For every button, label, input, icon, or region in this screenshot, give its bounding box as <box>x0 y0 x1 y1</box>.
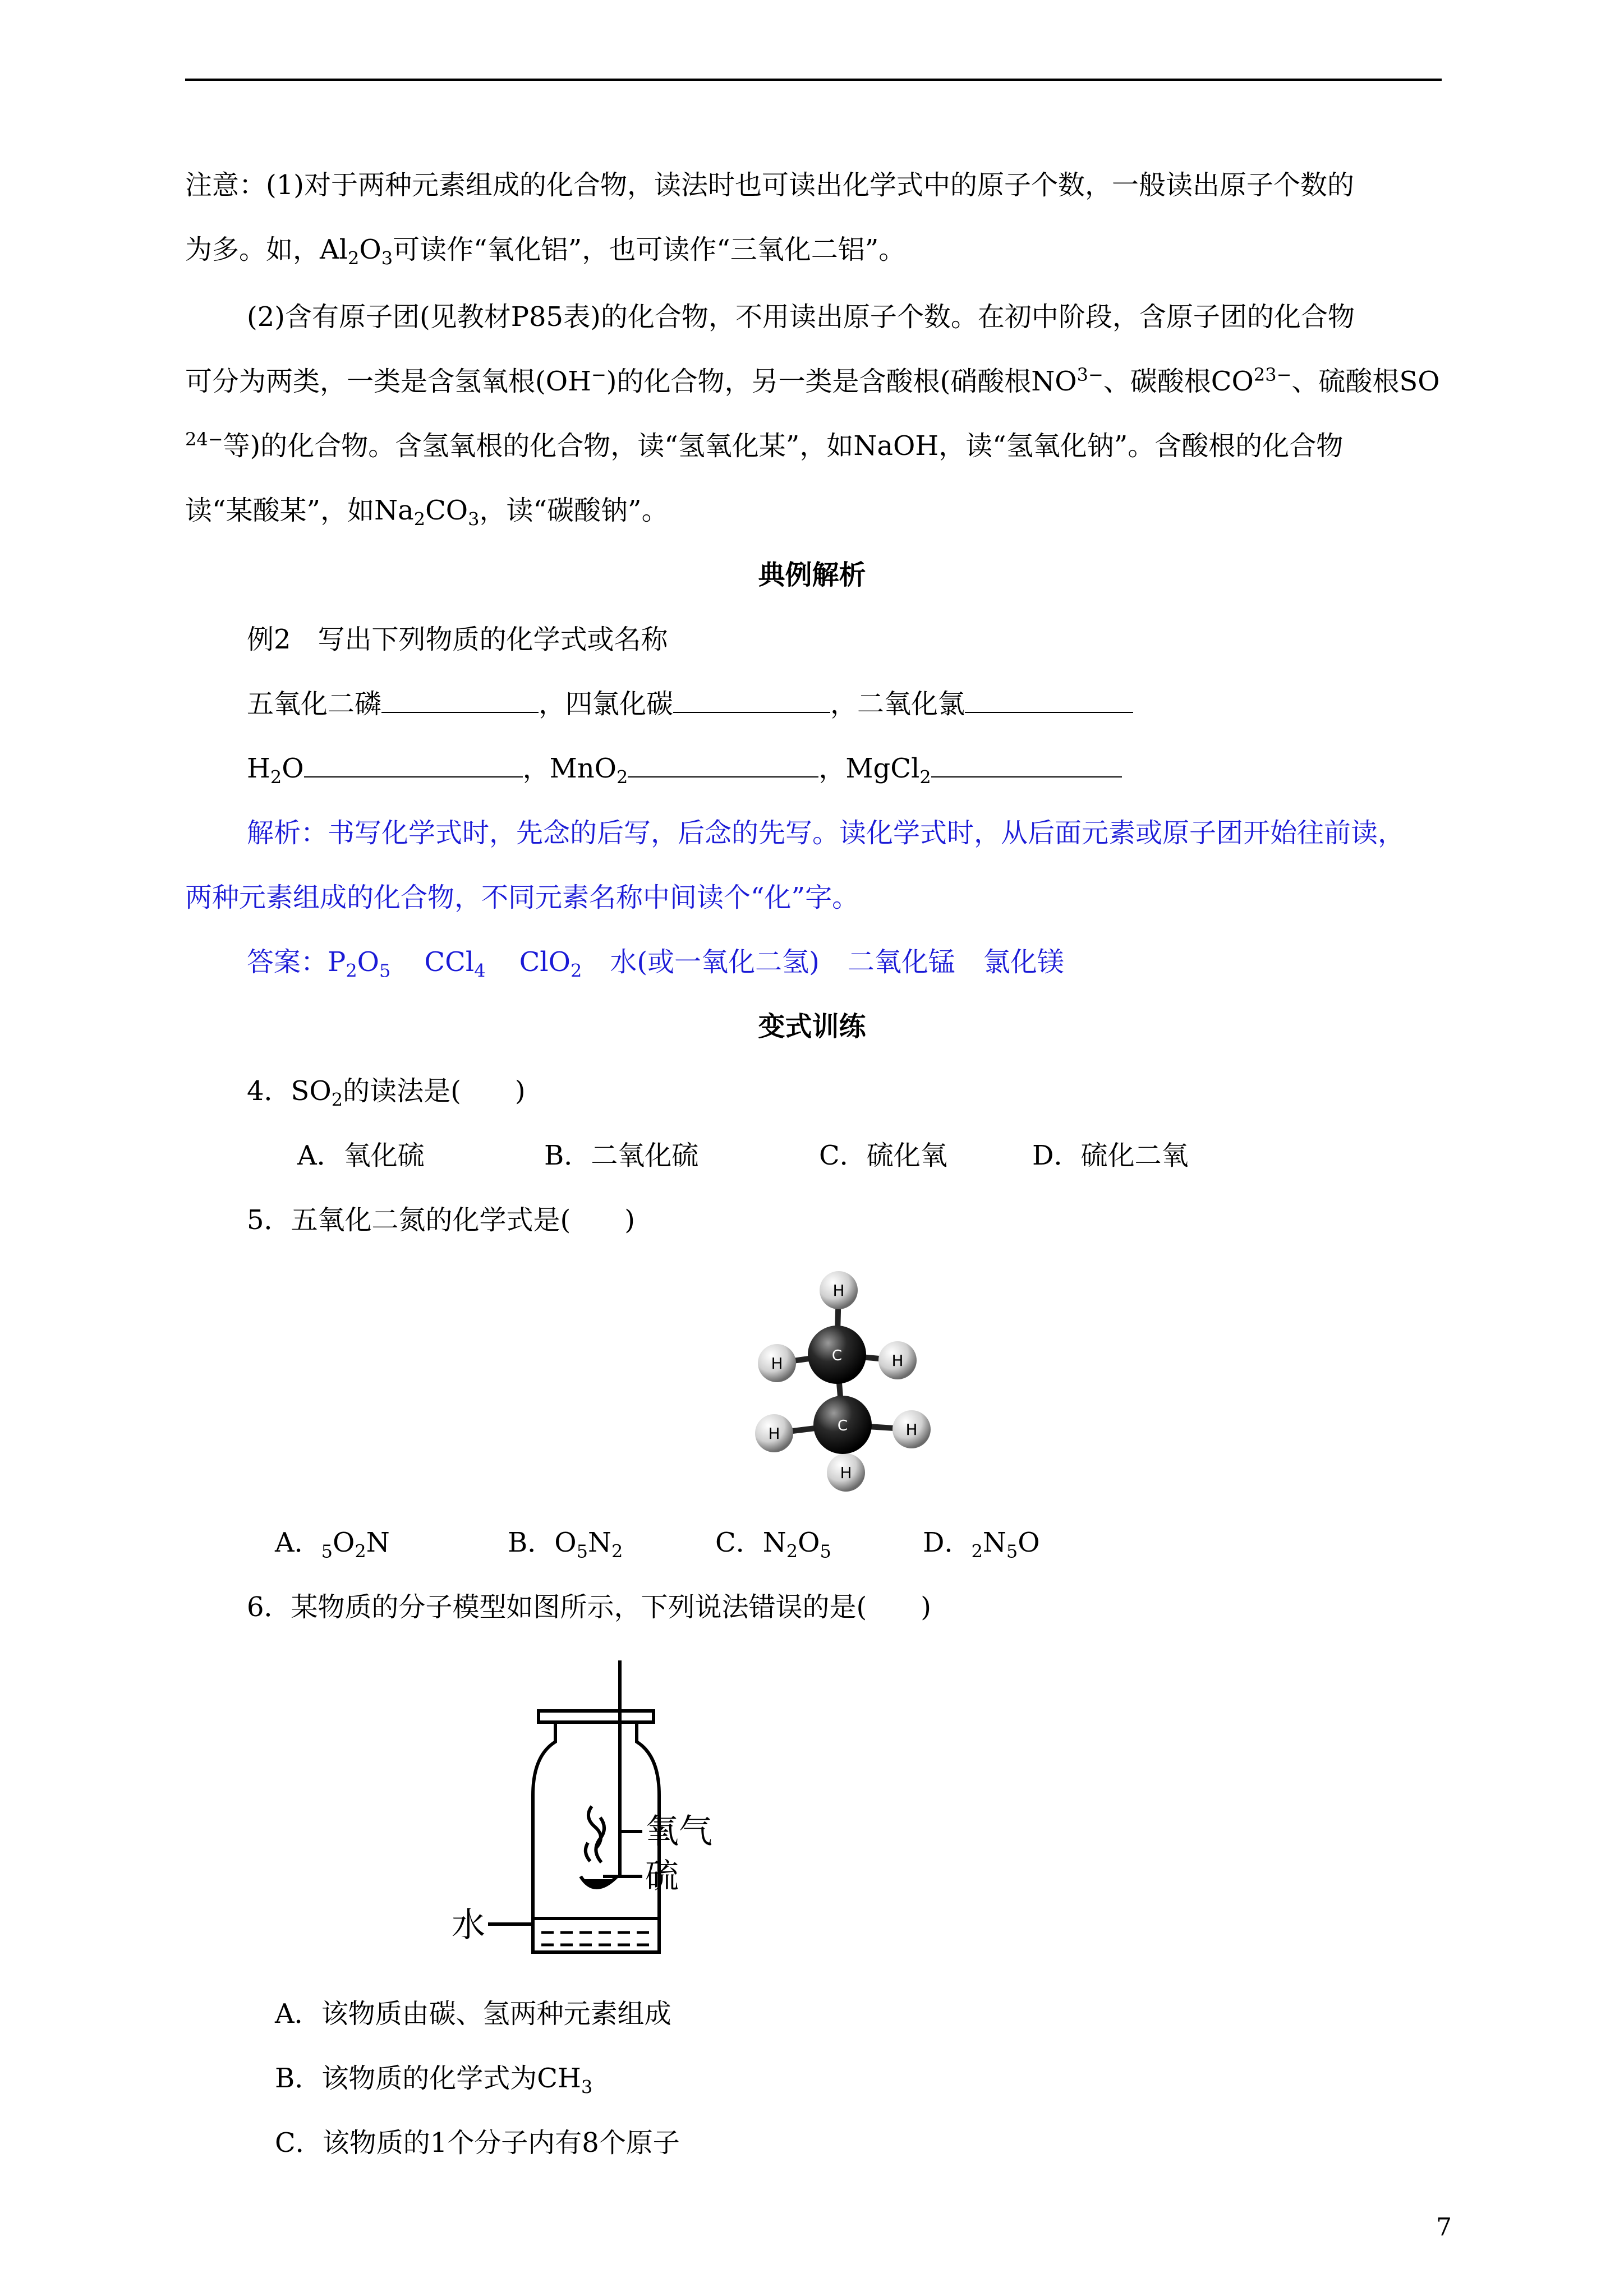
atom-label-c: C <box>831 1347 843 1364</box>
example2-title: 例2 写出下列物质的化学式或名称 <box>247 624 668 655</box>
note-line-1: 注意：(1)对于两种元素组成的化合物，读法时也可读出化学式中的原子个数，一般读出原子个数的 <box>185 169 1354 201</box>
q5-option-d[interactable]: D．$_2N_5O$ <box>923 1527 1040 1562</box>
note-line-2: 为多。如，$Al_2O_3$可读作“氧化铝”，也可读作“三氧化二铝”。 <box>185 234 906 269</box>
section-title-practice: 变式训练 <box>758 1011 866 1042</box>
answer-blank[interactable] <box>628 752 818 777</box>
answer-blank[interactable] <box>965 687 1133 713</box>
q5-option-c[interactable]: C．$N_2O_5$ <box>715 1527 831 1562</box>
atom-label-h: H <box>771 1354 783 1373</box>
answer-blank[interactable] <box>673 687 830 713</box>
note-p2-line-2: 可分为两类，一类是含氢氧根(OH−)的化合物，另一类是含酸根(硝酸根$NO^{3-}$、碳酸根$CO^{23-}$、硫酸根SO <box>185 364 1440 397</box>
analysis-line-2: 两种元素组成的化合物，不同元素名称中间读个“化”字。 <box>185 882 859 913</box>
q6-option-c[interactable]: C．该物质的1个分子内有8个原子 <box>275 2127 680 2159</box>
q4-option-b[interactable]: B．二氧化硫 <box>544 1140 699 1171</box>
note-p2-line-4: 读“某酸某”，如$Na_2CO_3$，读“碳酸钠”。 <box>185 495 669 530</box>
analysis-line-1: 解析：书写化学式时，先念的后写，后念的先写。读化学式时，从后面元素或原子团开始往前读， <box>247 817 1405 849</box>
atom-label-h: H <box>840 1464 852 1482</box>
label-sulfur: 硫 <box>645 1857 679 1896</box>
atom-label-c: C <box>837 1418 848 1434</box>
answer-line: 答案：$P_2O_5$ CCl$_4$ ClO$_2$ 水(或一氧化二氢) 二氧化锰 氯化镁 <box>247 946 1064 982</box>
section-title-example: 典例解析 <box>758 559 866 591</box>
flame-wisp <box>586 1843 590 1861</box>
note-p2-line-3: $^{24-}$等)的化合物。含氢氧根的化合物，读“氢氧化某”，如NaOH，读“氢氧化钠”。含酸根的化合物 <box>185 429 1344 462</box>
bottle-stopper <box>539 1711 654 1722</box>
sulfur-combustion-apparatus-figure <box>449 1649 763 1969</box>
label-oxygen: 氧气 <box>645 1812 712 1851</box>
q5-stem: 5．五氧化二氮的化学式是( ) <box>247 1204 635 1236</box>
q5-option-b[interactable]: B．$O_5N_2$ <box>508 1527 623 1562</box>
note-p2-line-1: (2)含有原子团(见教材P85表)的化合物，不用读出原子个数。在初中阶段，含原子团的化合物 <box>247 301 1355 333</box>
q6-stem: 6．某物质的分子模型如图所示，下列说法错误的是( ) <box>247 1591 931 1623</box>
answer-blank[interactable] <box>381 687 539 713</box>
q4-option-d[interactable]: D．硫化二氧 <box>1032 1140 1189 1171</box>
q4-option-c[interactable]: C．硫化氧 <box>819 1140 947 1171</box>
example2-row-1: 五氧化二磷 ，四氯化碳 ，二氧化氯 <box>247 687 1133 721</box>
page-number: 7 <box>1436 2213 1452 2242</box>
q6-option-b[interactable]: B．该物质的化学式为$CH_3$ <box>275 2063 593 2098</box>
flame-wisp <box>596 1818 604 1862</box>
answer-blank[interactable] <box>304 752 523 777</box>
q5-option-a[interactable]: A．$_5O_2N$ <box>275 1527 390 1562</box>
q6-option-a[interactable]: A．该物质由碳、氢两种元素组成 <box>275 1998 671 2030</box>
q4-stem: 4．$SO_2$的读法是( ) <box>247 1075 526 1111</box>
example2-row-2: $H_2O$ ，MnO$_2$ ，MgCl$_2$ <box>247 752 1122 785</box>
atom-label-h: H <box>832 1281 845 1300</box>
q4-option-a[interactable]: A．氧化硫 <box>297 1140 425 1171</box>
atom-label-h: H <box>768 1424 780 1443</box>
header-rule <box>185 79 1442 81</box>
label-water: 水 <box>452 1906 485 1945</box>
molecule-model-figure <box>740 1257 954 1498</box>
answer-blank[interactable] <box>931 752 1122 777</box>
atom-label-h: H <box>891 1351 904 1370</box>
atom-label-h: H <box>905 1420 918 1439</box>
